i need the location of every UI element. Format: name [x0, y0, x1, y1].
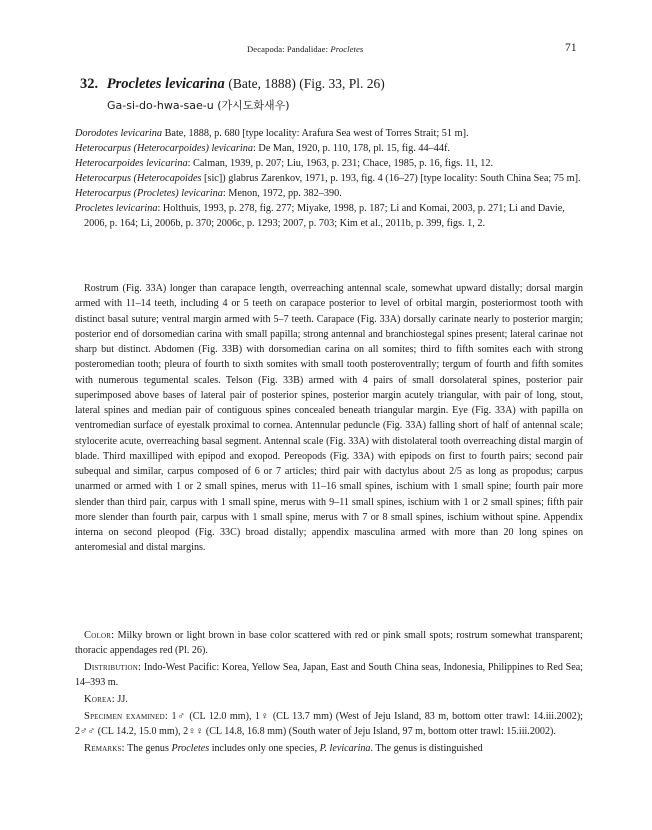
species-sections: [75, 628, 583, 758]
species-number: 32.: [80, 76, 99, 92]
distribution-label: Distribution:: [84, 662, 142, 673]
synonymy-list: [75, 126, 583, 231]
species-heading: [80, 76, 385, 93]
running-head-title: [247, 44, 363, 54]
color-label: Color:: [84, 630, 115, 641]
distribution-section: Distribution: Indo-West Pacific: Korea, Yellow Sea, Japan, East and South China seas, Indonesia, Philippines to Red Sea; 14–393 m.: [75, 662, 583, 688]
specimens-section: Specimen examined: 1♂ (CL 12.0 mm), 1♀ (CL 13.7 mm) (West of Jeju Island, 83 m, bottom otter trawl: 14.iii.2002); 2♂♂ (CL 14.2, 15.0 mm), 2♀♀ (CL 14.8, 16.8 mm) (South water of Jeju Island, 97 m, bottom otter trawl: 15.iii.2002).: [75, 711, 583, 737]
synonymy-entry: Dorodotes levicarina Bate, 1888, p. 680 [type locality: Arafura Sea west of Torres Strait; 51 m].: [75, 128, 469, 139]
specimens-label: Specimen examined:: [84, 711, 169, 722]
page-number: 71: [565, 42, 577, 54]
korea-label: Korea:: [84, 694, 115, 705]
color-section: Color: Milky brown or light brown in base color scattered with red or pink small spots; rostrum somewhat transparent; thoracic appendages red (Pl. 26).: [75, 630, 583, 656]
remarks-label: Remarks:: [84, 743, 125, 754]
running-head-title-text: Decapoda: Pandalidae: Procletes: [247, 44, 364, 54]
synonymy-entry: Procletes levicarina: Holthuis, 1993, p. 278, fig. 277; Miyake, 1998, p. 187; Li and Komai, 2003, p. 271; Li and Davie, 2006, p. 164; Li, 2006b, p. 370; 2006c, p. 1293; 2007, p. 703; Kim et al., 2011b, p. 399, figs. 1, 2.: [75, 203, 565, 229]
morphological-description: Rostrum (Fig. 33A) longer than carapace length, overreaching antennal scale, somewhat upward distally; dorsal margin armed with 11–14 teeth, including 4 or 5 teeth on carapace posterior to level of orbital margin, posteriormost tooth with distinct basal suture; ventral margin armed with 5–7 teeth. Carapace (Fig. 33A) dorsally carinate nearly to posterior margin; posterior end of dorsomedian carina with small papilla; strong antennal and branchiostegal spines present; lateral carinae not sharp but distinct. Abdomen (Fig. 33B) with dorsomedian carina on all somites; third to fifth somites each with strong posteromedian tooth; pleura of fourth to sixth somites with small tooth posteroventrally; tergum of fourth and fifth somites with numerous tegumental scales. Telson (Fig. 33B) armed with 4 pairs of small dorsolateral spines, posterior pair superimposed above bases of lateral pair of posterior spines, posterior margin acutely triangular, with pair of long, stout, lateral spines and median pair of contiguous spines concealed beneath triangular margin. Eye (Fig. 33A) with papilla on ventromedian surface of eyestalk proximal to cornea. Antennular peduncle (Fig. 33A) falling short of half of antennal scale; stylocerite acute, overreaching basal segment. Antennal scale (Fig. 33A) with distolateral tooth overreaching distal margin of blade. Third maxilliped with epipod and exopod. Pereopods (Fig. 33A) with epipods on first to fourth pairs; second pair subequal and similar, carpus composed of 6 or 7 articles; third pair with dactylus about 2/5 as long as propodus; carpus unarmed or armed with 1 or 2 small spines, merus with 11–16 small spines, ischium with 1 small spine; fourth pair more slender than third pair, carpus with 1 small spine, merus with 9–11 small spines, ischium with 1 or 2 small spines; fifth pair more slender than fourth pair, carpus with 1 small spine, merus with 7 or 8 small spines, ischium without spine. Appendix interna on second pleopod (Fig. 33C) broad distally; appendix masculina armed with more than 20 long spines on anteromesial and distal margins.: [75, 283, 583, 554]
synonymy-entry: Heterocarpus (Heterocapoides [sic]) glabrus Zarenkov, 1971, p. 193, fig. 4 (16–27) [type locality: South China Sea; 75 m].: [75, 173, 581, 184]
remarks-section: Remarks: The genus Procletes includes only one species, P. levicarina. The genus is distinguished: [84, 743, 483, 754]
synonymy-entry: Heterocarpoides levicarina: Calman, 1939, p. 207; Liu, 1963, p. 231; Chace, 1985, p. 16, figs. 11, 12.: [75, 158, 494, 169]
korean-common-name: Ga-si-do-hwa-sae-u (가시도화새우): [107, 99, 290, 112]
species-scientific-name: Procletes levicarina: [106, 76, 225, 92]
species-authority: (Bate, 1888) (Fig. 33, Pl. 26): [228, 76, 385, 91]
synonymy-entry: Heterocarpus (Heterocarpoides) levicarina: De Man, 1920, p. 110, 178, pl. 15, fig. 44–44f.: [75, 143, 450, 154]
korea-section: Korea: JJ.: [84, 694, 128, 705]
synonymy-entry: Heterocarpus (Procletes) levicarina: Menon, 1972, pp. 382–390.: [75, 188, 342, 199]
